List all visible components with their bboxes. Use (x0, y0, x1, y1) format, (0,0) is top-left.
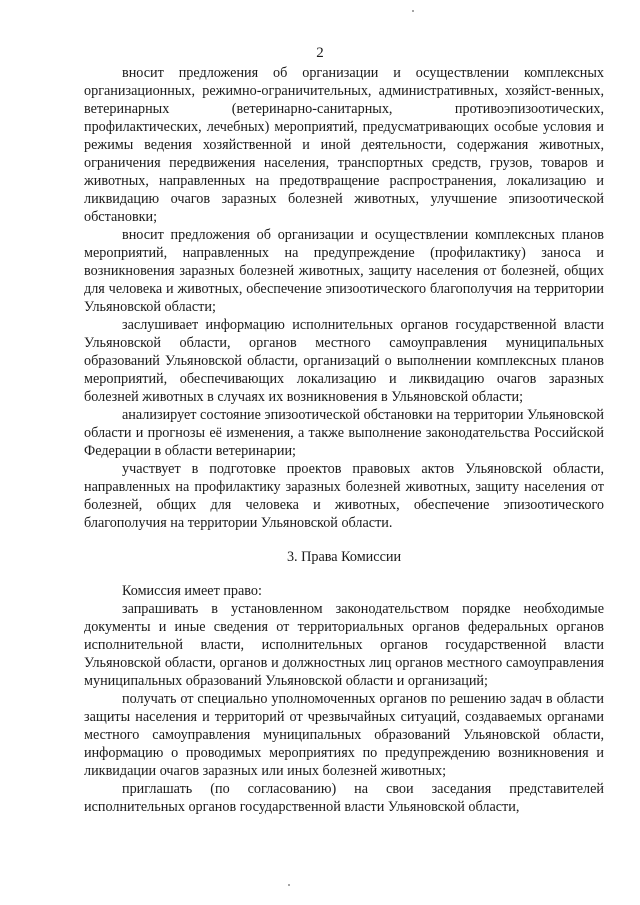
paragraph: приглашать (по согласованию) на свои заседания представителей исполнительных органов государственной власти Ульяновской области, (84, 781, 604, 815)
paragraph: участвует в подготовке проектов правовых актов Ульяновской области, направленных на профилактику заразных болезней животных, защиту населения от болезней, общих для человека и животных, обеспечение эпизоотического благополучия на территории Ульяновской области. (84, 461, 604, 531)
scan-speck (288, 884, 290, 886)
section-heading: 3. Права Комиссии (286, 549, 402, 565)
document-body (84, 64, 604, 816)
paragraph: вносит предложения об организации и осуществлении комплексных организационных, режимно-ограничительных, административных, хозяйст-венных, ветеринарных (ветеринарно-санитарных, противоэпизоотических, профилактических, лечебных) мероприятий, предусматривающих особые условия и режимы ведения хозяйственной и иной деятельности, содержания животных, ограничения передвижения населения, транспортных средств, грузов, товаров и животных, направленных на предотвращение распространения, локализацию и ликвидацию очагов заразных болезней животных, улучшение эпизоотической обстановки; (84, 65, 604, 225)
paragraph: вносит предложения об организации и осуществлении комплексных планов мероприятий, направленных на предупреждение (профилактику) заноса и возникновения заразных болезней животных, защиту населения от болезней, общих для человека и животных, обеспечение эпизоотического благополучия на территории Ульяновской области; (84, 227, 604, 315)
scan-speck (412, 10, 414, 12)
paragraph: Комиссия имеет право: (122, 583, 262, 599)
paragraph: анализирует состояние эпизоотической обстановки на территории Ульяновской области и прогнозы её изменения, а также выполнение законодательства Российской Федерации в области ветеринарии; (84, 407, 604, 459)
paragraph: получать от специально уполномоченных органов по решению задач в области защиты населения и территорий от чрезвычайных ситуаций, создаваемых органами местного самоуправления муниципальных образований Ульяновской области, информацию о проводимых мероприятиях по предупреждению возникновения и ликвидации очагов заразных или иных болезней животных; (84, 691, 604, 779)
paragraph: заслушивает информацию исполнительных органов государственной власти Ульяновской области, органов местного самоуправления муниципальных образований Ульяновской области, организаций о выполнении комплексных планов мероприятий, обеспечивающих локализацию и ликвидацию очагов заразных болезней животных в случаях их возникновения в Ульяновской области; (84, 317, 604, 405)
page-number: 2 (316, 45, 324, 61)
paragraph: запрашивать в установленном законодательством порядке необходимые документы и иные сведения от территориальных органов федеральных органов исполнительной власти, исполнительных органов государственной власти Ульяновской области, органов и должностных лиц органов местного самоуправления муниципальных образований Ульяновской области и организаций; (84, 601, 604, 689)
